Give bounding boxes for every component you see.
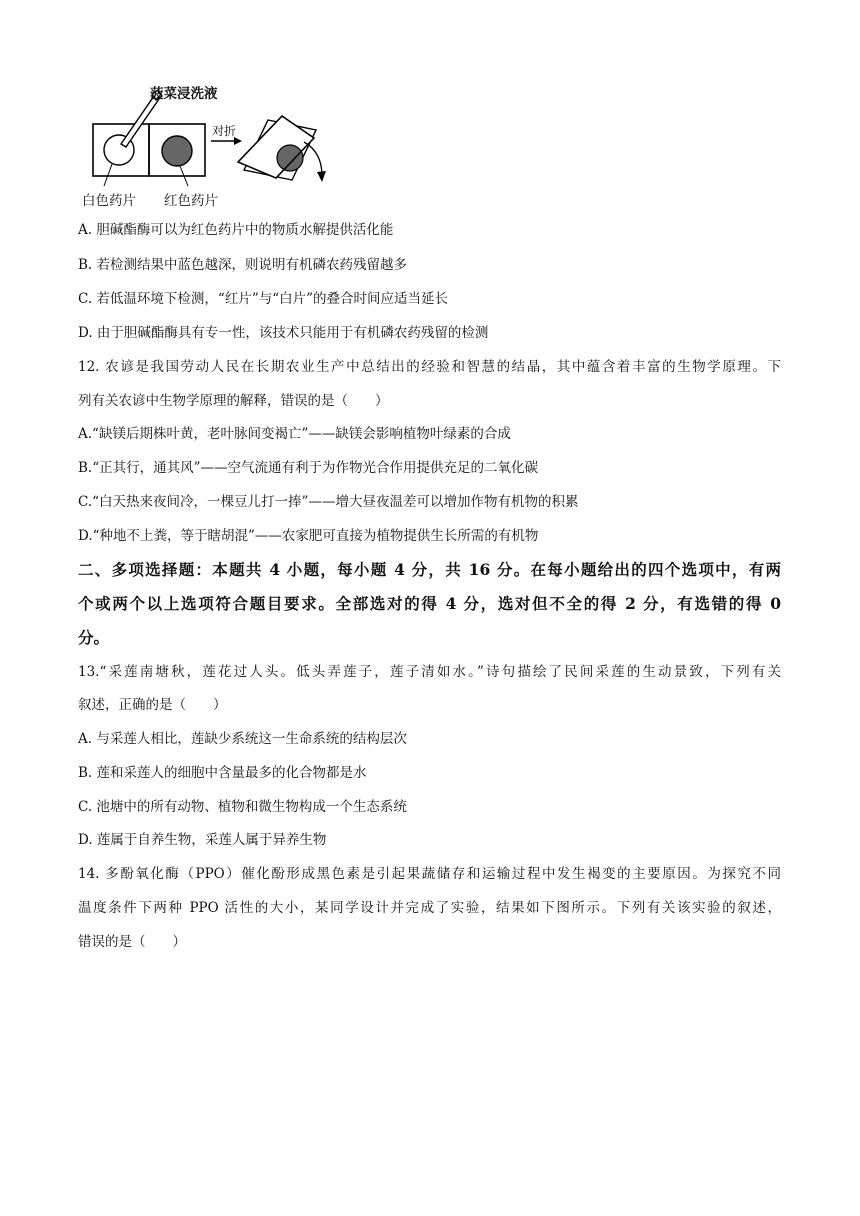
q13-option-c: C. 池塘中的所有动物、植物和微生物构成一个生态系统 [78,799,407,815]
red-tablet-folded [277,145,303,171]
q13-option-b: B. 莲和采莲人的细胞中含量最多的化合物都是水 [78,765,367,781]
q12-stem-line2: 列有关农谚中生物学原理的解释，错误的是（ ） [78,393,389,409]
red-tablet [162,136,192,166]
section2-heading-line3: 分。 [78,628,110,647]
wash-solution-label: 菠菜浸洗液 [150,86,218,102]
red-tablet-label: 红色药片 [164,193,218,209]
q11-option-a: A. 胆碱酯酶可以为红色药片中的物质水解提供活化能 [78,222,394,238]
q11-option-d: D. 由于胆碱酯酶具有专一性，该技术只能用于有机磷农药残留的检测 [78,325,489,341]
q13-option-d: D. 莲属于自养生物，采莲人属于异养生物 [78,832,327,848]
q12-option-b: B.“正其行，通其风”——空气流通有利于为作物光合作用提供充足的二氧化碳 [78,460,539,476]
q12-option-a: A.“缺镁后期株叶黄，老叶脉间变褐亡”——缺镁会影响植物叶绿素的合成 [78,426,511,442]
fold-label: 对折 [212,124,237,138]
q12-option-d: D.“种地不上粪，等于瞎胡混”——农家肥可直接为植物提供生长所需的有机物 [78,528,539,544]
q13-stem-line2: 叙述，正确的是（ ） [78,697,227,713]
q13-stem-line1: 13.“采莲南塘秋，莲花过人头。低头弄莲子，莲子清如水。”诗句描绘了民间采莲的生动景致，下列有关 [78,664,781,680]
white-label-pointer [104,164,112,186]
q12-option-c: C.“白天热来夜间冷，一棵豆儿打一捧”——增大昼夜温差可以增加作物有机物的积累 [78,494,579,510]
q12-stem-line1: 12. 农谚是我国劳动人民在长期农业生产中总结出的经验和智慧的结晶，其中蕴含着丰富的生物学原理。下 [78,359,781,375]
q14-stem-line3: 错误的是（ ） [78,934,186,950]
section2-heading-line2: 个或两个以上选项符合题目要求。全部选对的得 4 分，选对但不全的得 2 分，有选错的得 0 [78,594,781,613]
pesticide-test-figure [82,78,348,218]
section2-heading-line1: 二、多项选择题：本题共 4 小题，每小题 4 分，共 16 分。在每小题给出的四个选项中，有两 [78,560,781,579]
q13-option-a: A. 与采莲人相比，莲缺少系统这一生命系统的结构层次 [78,731,407,747]
q11-option-b: B. 若检测结果中蓝色越深，则说明有机磷农药残留越多 [78,257,408,273]
white-tablet-label: 白色药片 [82,193,136,209]
q11-option-c: C. 若低温环境下检测，“红片”与“白片”的叠合时间应适当延长 [78,291,449,307]
q14-stem-line1: 14. 多酚氧化酶（PPO）催化酚形成黑色素是引起果蔬储存和运输过程中发生褐变的主要原因。为探究不同 [78,866,781,882]
q14-stem-line2: 温度条件下两种 PPO 活性的大小，某同学设计并完成了实验，结果如下图所示。下列有关该实验的叙述， [78,900,781,916]
